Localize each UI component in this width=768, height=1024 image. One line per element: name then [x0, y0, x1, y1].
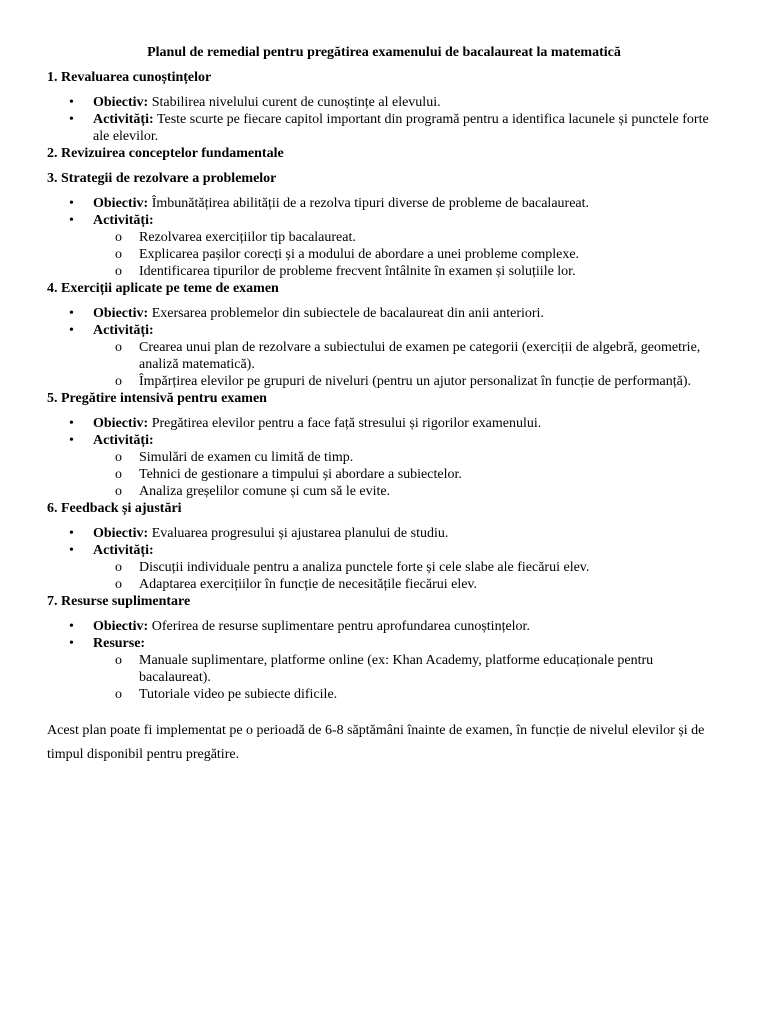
sub-list: [93, 652, 717, 703]
sub-item: o Simulări de examen cu limită de timp.: [93, 449, 717, 466]
sub-item: o Crearea unui plan de rezolvare a subiectului de examen pe categorii (exerciții de algebră, geometrie, analiză matematică).: [93, 339, 717, 373]
bullet-label: Obiectiv:: [93, 619, 149, 634]
bullet-list: [47, 305, 717, 390]
bullet-item: [47, 525, 717, 542]
bullet-text: Evaluarea progresului și ajustarea planului de studiu.: [148, 526, 449, 541]
section-1: [47, 69, 717, 145]
sub-item: o Împărțirea elevilor pe grupuri de niveluri (pentru un ajutor personalizat în funcție de performanță).: [93, 373, 717, 390]
bullet-label: Obiectiv:: [93, 526, 149, 541]
sub-list: [93, 449, 717, 500]
sub-item: o Manuale suplimentare, platforme online (ex: Khan Academy, platforme educaționale pentru bacalaureat).: [93, 652, 717, 686]
bullet-label: Obiectiv:: [93, 196, 149, 211]
bullet-item: [47, 94, 717, 111]
section-4: [47, 280, 717, 390]
bullet-list: [47, 415, 717, 500]
sub-item: o Tehnici de gestionare a timpului și abordare a subiectelor.: [93, 466, 717, 483]
bullet-text: Pregătirea elevilor pentru a face față stresului și rigorilor examenului.: [148, 416, 542, 431]
section-2: [47, 145, 717, 162]
section-5: [47, 390, 717, 500]
section-heading: 7. Resurse suplimentare: [47, 594, 191, 609]
bullet-item: [47, 415, 717, 432]
bullet-list: [47, 94, 717, 145]
bullet-label: Resurse:: [93, 636, 146, 651]
bullet-list: [47, 525, 717, 593]
bullet-item: [47, 618, 717, 635]
closing-paragraph: Acest plan poate fi implementat pe o perioadă de 6-8 săptămâni înainte de examen, în funcție de nivelul elevilor și de timpul disponibil pentru pregătire.: [47, 723, 705, 762]
bullet-list: [47, 195, 717, 280]
sub-item: o Analiza greșelilor comune și cum să le evite.: [93, 483, 717, 500]
bullet-label: Obiectiv:: [93, 306, 149, 321]
section-3: [47, 170, 717, 280]
section-7: [47, 593, 717, 703]
bullet-label: Activități:: [93, 433, 154, 448]
document-title: Planul de remedial pentru pregătirea examenului de bacalaureat la matematică: [147, 45, 621, 60]
bullet-text: Exersarea problemelor din subiectele de bacalaureat din anii anteriori.: [148, 306, 544, 321]
section-heading: 4. Exerciții aplicate pe teme de examen: [47, 281, 279, 296]
bullet-label: Activități:: [93, 213, 154, 228]
bullet-item: [47, 322, 717, 390]
bullet-item: [47, 305, 717, 322]
document-body: [47, 69, 717, 767]
bullet-text: Stabilirea nivelului curent de cunoștințe al elevului.: [148, 95, 441, 110]
bullet-item: [47, 542, 717, 593]
bullet-label: Obiectiv:: [93, 416, 149, 431]
bullet-item: [47, 432, 717, 500]
sub-item: o Explicarea pașilor corecți și a modului de abordare a unei probleme complexe.: [93, 246, 717, 263]
bullet-text: Îmbunătățirea abilității de a rezolva tipuri diverse de probleme de bacalaureat.: [148, 196, 590, 211]
bullet-item: [47, 111, 717, 145]
section-heading: 6. Feedback și ajustări: [47, 501, 182, 516]
sub-list: [93, 339, 717, 390]
bullet-list: [47, 618, 717, 703]
bullet-text: Oferirea de resurse suplimentare pentru aprofundarea cunoștințelor.: [148, 619, 530, 634]
sub-item: o Rezolvarea exercițiilor tip bacalaureat.: [93, 229, 717, 246]
bullet-item: [47, 212, 717, 280]
bullet-item: [47, 195, 717, 212]
sub-item: o Adaptarea exercițiilor în funcție de necesitățile fiecărui elev.: [93, 576, 717, 593]
sub-item: o Identificarea tipurilor de probleme frecvent întâlnite în examen și soluțiile lor.: [93, 263, 717, 280]
section-heading: 5. Pregătire intensivă pentru examen: [47, 391, 267, 406]
section-6: [47, 500, 717, 593]
bullet-text: Teste scurte pe fiecare capitol important din programă pentru a identifica lacunele și punctele forte ale elevilor.: [93, 112, 709, 144]
section-heading: 2. Revizuirea conceptelor fundamentale: [47, 146, 284, 161]
bullet-label: Obiectiv:: [93, 95, 149, 110]
sub-list: [93, 559, 717, 593]
bullet-item: [47, 635, 717, 703]
sub-item: o Discuții individuale pentru a analiza punctele forte și cele slabe ale fiecărui elev.: [93, 559, 717, 576]
bullet-label: Activități:: [93, 323, 154, 338]
section-heading: 3. Strategii de rezolvare a problemelor: [47, 171, 277, 186]
sub-list: [93, 229, 717, 280]
bullet-label: Activități:: [93, 543, 154, 558]
bullet-label: Activități:: [93, 112, 154, 127]
sub-item: o Tutoriale video pe subiecte dificile.: [93, 686, 717, 703]
section-heading: 1. Revaluarea cunoștințelor: [47, 70, 212, 85]
